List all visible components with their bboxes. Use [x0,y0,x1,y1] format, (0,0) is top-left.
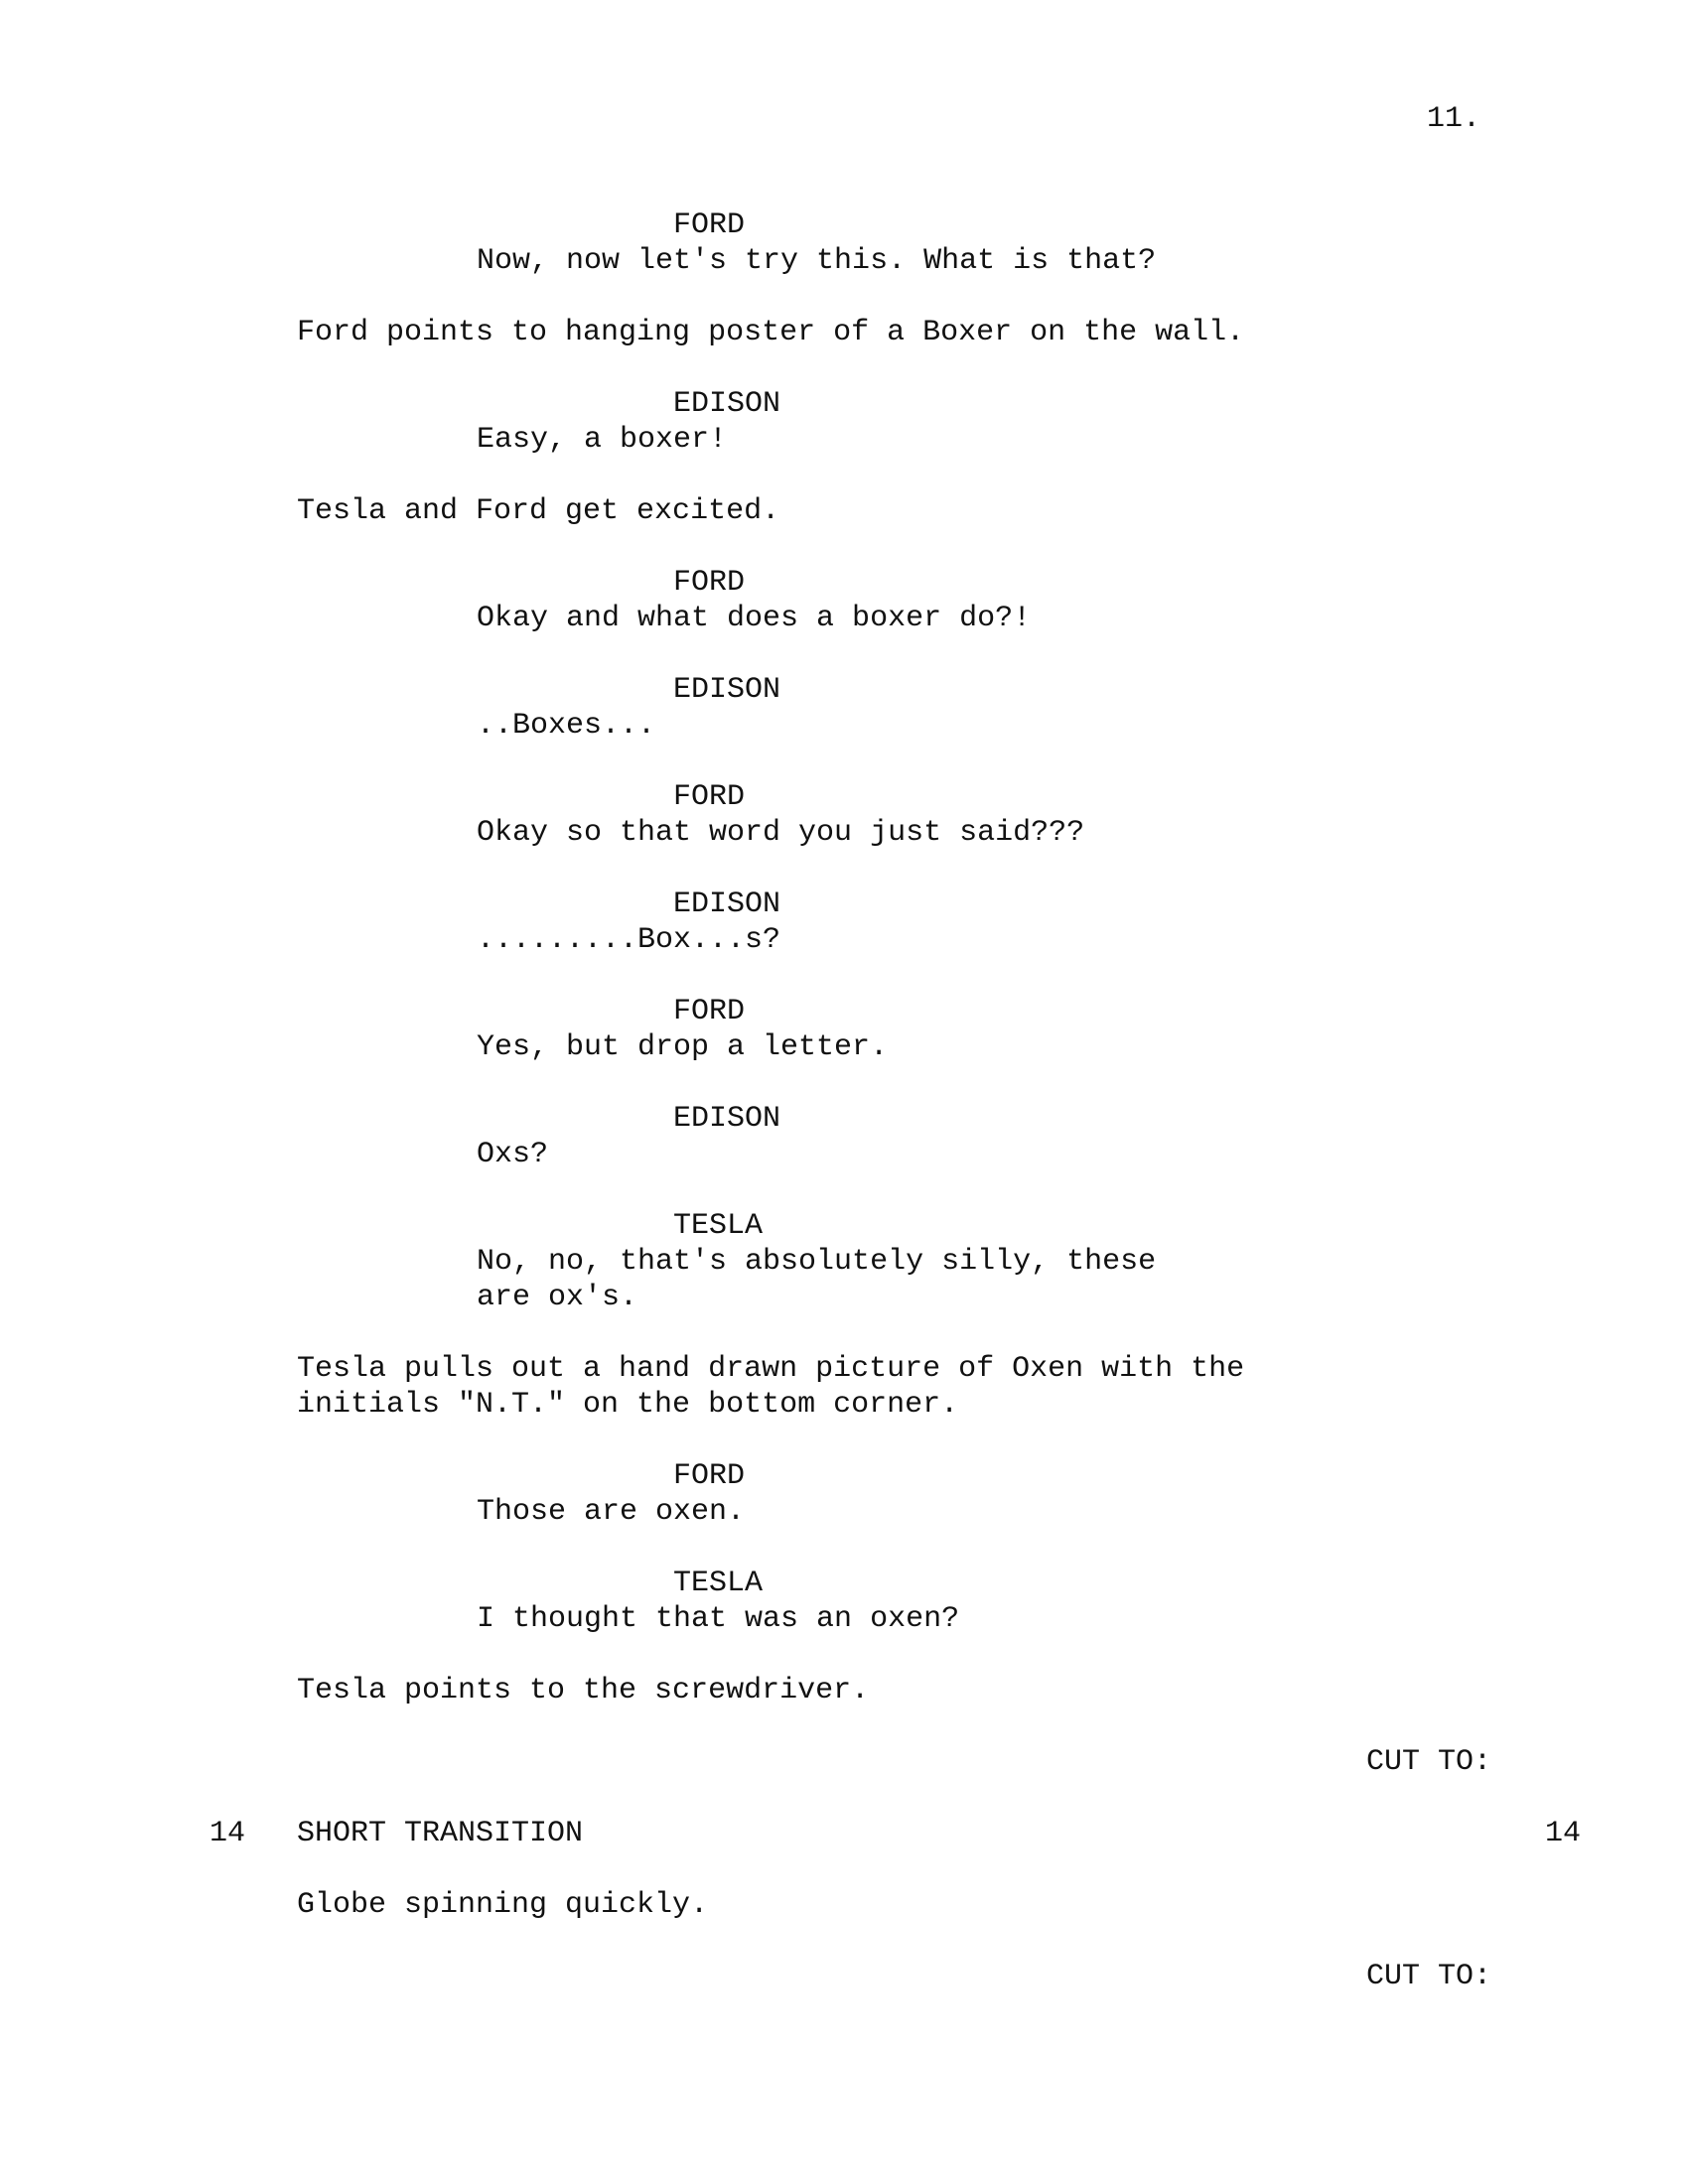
dialogue-line: No, no, that's absolutely silly, these [477,1245,1157,1279]
dialogue-line: Easy, a boxer! [477,423,728,457]
character-name: FORD [673,995,746,1028]
action-line: Tesla points to the screwdriver. [297,1674,870,1707]
character-name: FORD [673,780,746,814]
dialogue-line: Those are oxen. [477,1495,746,1529]
dialogue-line: Yes, but drop a letter. [477,1030,889,1064]
dialogue-line: I thought that was an oxen? [477,1602,960,1636]
dialogue-line: .........Box...s? [477,923,781,957]
dialogue-line: are ox's. [477,1281,638,1314]
character-name: FORD [673,1459,746,1493]
dialogue-line: Now, now let's try this. What is that? [477,244,1157,278]
character-name: EDISON [673,673,781,707]
dialogue-line: Okay so that word you just said??? [477,816,1085,850]
scene-heading: SHORT TRANSITION [297,1817,584,1850]
character-name: EDISON [673,387,781,421]
scene-number-left: 14 [210,1817,246,1850]
action-line: initials "N.T." on the bottom corner. [297,1388,959,1422]
scene-number-right: 14 [1545,1817,1582,1850]
character-name: TESLA [673,1567,764,1600]
action-line: Tesla and Ford get excited. [297,494,780,528]
character-name: FORD [673,566,746,600]
dialogue-line: Oxs? [477,1138,549,1171]
character-name: TESLA [673,1209,764,1243]
character-name: EDISON [673,887,781,921]
transition: CUT TO: [1366,1745,1492,1779]
dialogue-line: ..Boxes... [477,709,656,743]
dialogue-line: Okay and what does a boxer do?! [477,602,1032,635]
character-name: FORD [673,208,746,242]
action-line: Tesla pulls out a hand drawn picture of Oxen with the [297,1352,1245,1386]
transition: CUT TO: [1366,1960,1492,1993]
page-number: 11. [1427,102,1481,136]
action-line: Ford points to hanging poster of a Boxer on the wall. [297,316,1245,349]
character-name: EDISON [673,1102,781,1136]
action-line: Globe spinning quickly. [297,1888,709,1922]
